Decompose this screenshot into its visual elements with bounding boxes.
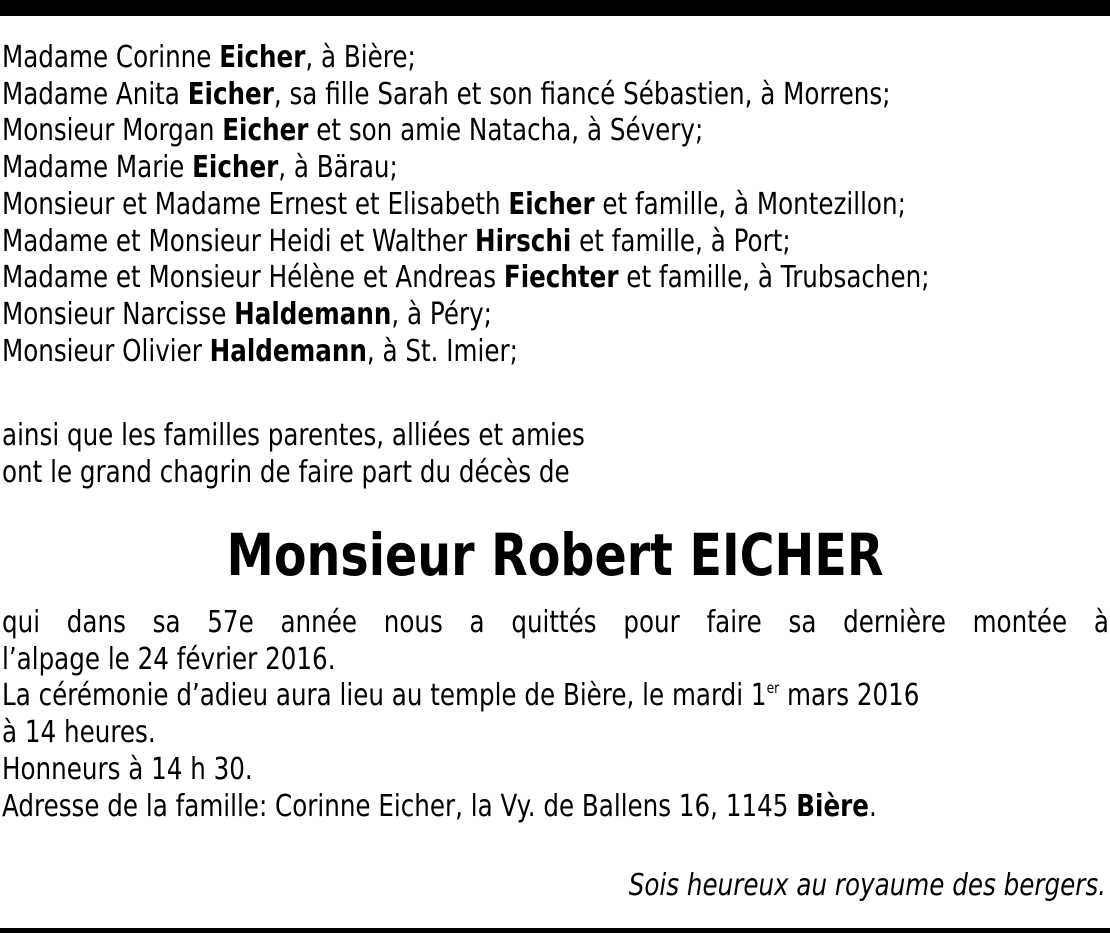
age-line-word: sa <box>152 605 181 640</box>
mourner-text: Monsieur Narcisse <box>2 296 235 332</box>
mourner-surname: Eicher <box>187 76 274 112</box>
mourner-text: Madame Marie <box>2 150 193 186</box>
mourner-text: Monsieur Morgan <box>2 113 223 149</box>
mourner-surname: Eicher <box>508 186 595 222</box>
mourner-text: Monsieur Olivier <box>2 333 210 369</box>
age-line-word: quittés <box>511 605 597 640</box>
address-end: . <box>868 788 877 824</box>
address-town: Bière <box>796 788 869 824</box>
ordinal-suffix: er <box>766 679 780 698</box>
mourner-surname: Eicher <box>222 113 309 149</box>
mourner-place: et famille, à Montezillon; <box>594 186 906 222</box>
mourner-surname: Fiechter <box>503 260 619 296</box>
age-line-word: a <box>469 605 485 640</box>
date-line: l’alpage le 24 février 2016. <box>2 641 336 677</box>
intro-line: ont le grand chagrin de faire part du décès de <box>2 454 570 490</box>
age-line-word: montée <box>972 605 1068 640</box>
mourner-text: Madame et Monsieur Hélène et Andreas <box>2 260 504 296</box>
mourner-surname: Haldemann <box>234 296 392 332</box>
age-line-word: dans <box>66 605 126 640</box>
mourner-place: , à Péry; <box>391 296 492 332</box>
age-line-word: 57e <box>207 605 254 640</box>
mourner-text: Monsieur et Madame Ernest et Elisabeth <box>2 186 509 222</box>
mourner-text: Madame Corinne <box>2 40 220 75</box>
mourner-line <box>2 40 911 77</box>
honours-line: Honneurs à 14 h 30. <box>2 751 253 787</box>
mourner-place: , à Bière; <box>305 40 416 75</box>
mourner-surname: Haldemann <box>209 333 367 369</box>
age-line-word: pour <box>623 605 680 640</box>
mourner-surname: Hirschi <box>474 223 572 259</box>
mourner-line <box>2 187 911 224</box>
age-line-word: année <box>280 605 357 640</box>
mourner-text: Madame et Monsieur Heidi et Walther <box>2 223 475 259</box>
deceased-name: Monsieur Robert EICHER <box>226 521 884 589</box>
ceremony-time-line: à 14 heures. <box>2 715 156 751</box>
age-line-word: qui <box>2 605 41 640</box>
mourner-line <box>2 334 911 371</box>
mourners-list <box>2 40 1110 370</box>
ceremony-text: La cérémonie d’adieu aura lieu au temple de Bière, le mardi 1 <box>2 678 767 714</box>
ceremony-line <box>2 678 920 715</box>
mourner-surname: Eicher <box>219 40 306 75</box>
mourner-line <box>2 297 911 334</box>
bottom-rule <box>0 928 1110 933</box>
closing-motto: Sois heureux au royaume des bergers. <box>628 868 1106 903</box>
mourner-line <box>2 77 911 114</box>
ceremony-details <box>2 605 1110 825</box>
announcement-intro <box>2 418 1110 491</box>
intro-line: ainsi que les familles parentes, alliées et amies <box>2 418 585 453</box>
mourner-surname: Eicher <box>192 150 279 186</box>
mourner-line <box>2 150 911 187</box>
mourner-place: et famille, à Trubsachen; <box>618 260 930 296</box>
mourner-place: , à St. Imier; <box>366 333 518 369</box>
mourner-line <box>2 224 911 261</box>
age-line-word: sa <box>788 605 817 640</box>
address-line <box>2 789 911 826</box>
ceremony-date: mars 2016 <box>779 678 920 714</box>
address-text: Adresse de la famille: Corinne Eicher, la Vy. de Ballens 16, 1145 <box>2 788 797 824</box>
top-rule <box>0 0 1110 16</box>
mourner-place: , à Bärau; <box>278 150 398 186</box>
age-line-word: faire <box>706 605 762 640</box>
mourner-line <box>2 113 911 150</box>
mourner-place: , sa fille Sarah et son fiancé Sébastien, à Morrens; <box>273 76 891 112</box>
mourner-place: et famille, à Port; <box>571 223 791 259</box>
mourner-line <box>2 260 930 297</box>
age-line <box>2 605 1109 642</box>
age-line-word: dernière <box>843 605 946 640</box>
age-line-word: nous <box>383 605 443 640</box>
mourner-text: Madame Anita <box>2 76 188 112</box>
age-line-word: à <box>1093 605 1109 640</box>
mourner-place: et son amie Natacha, à Sévery; <box>308 113 704 149</box>
